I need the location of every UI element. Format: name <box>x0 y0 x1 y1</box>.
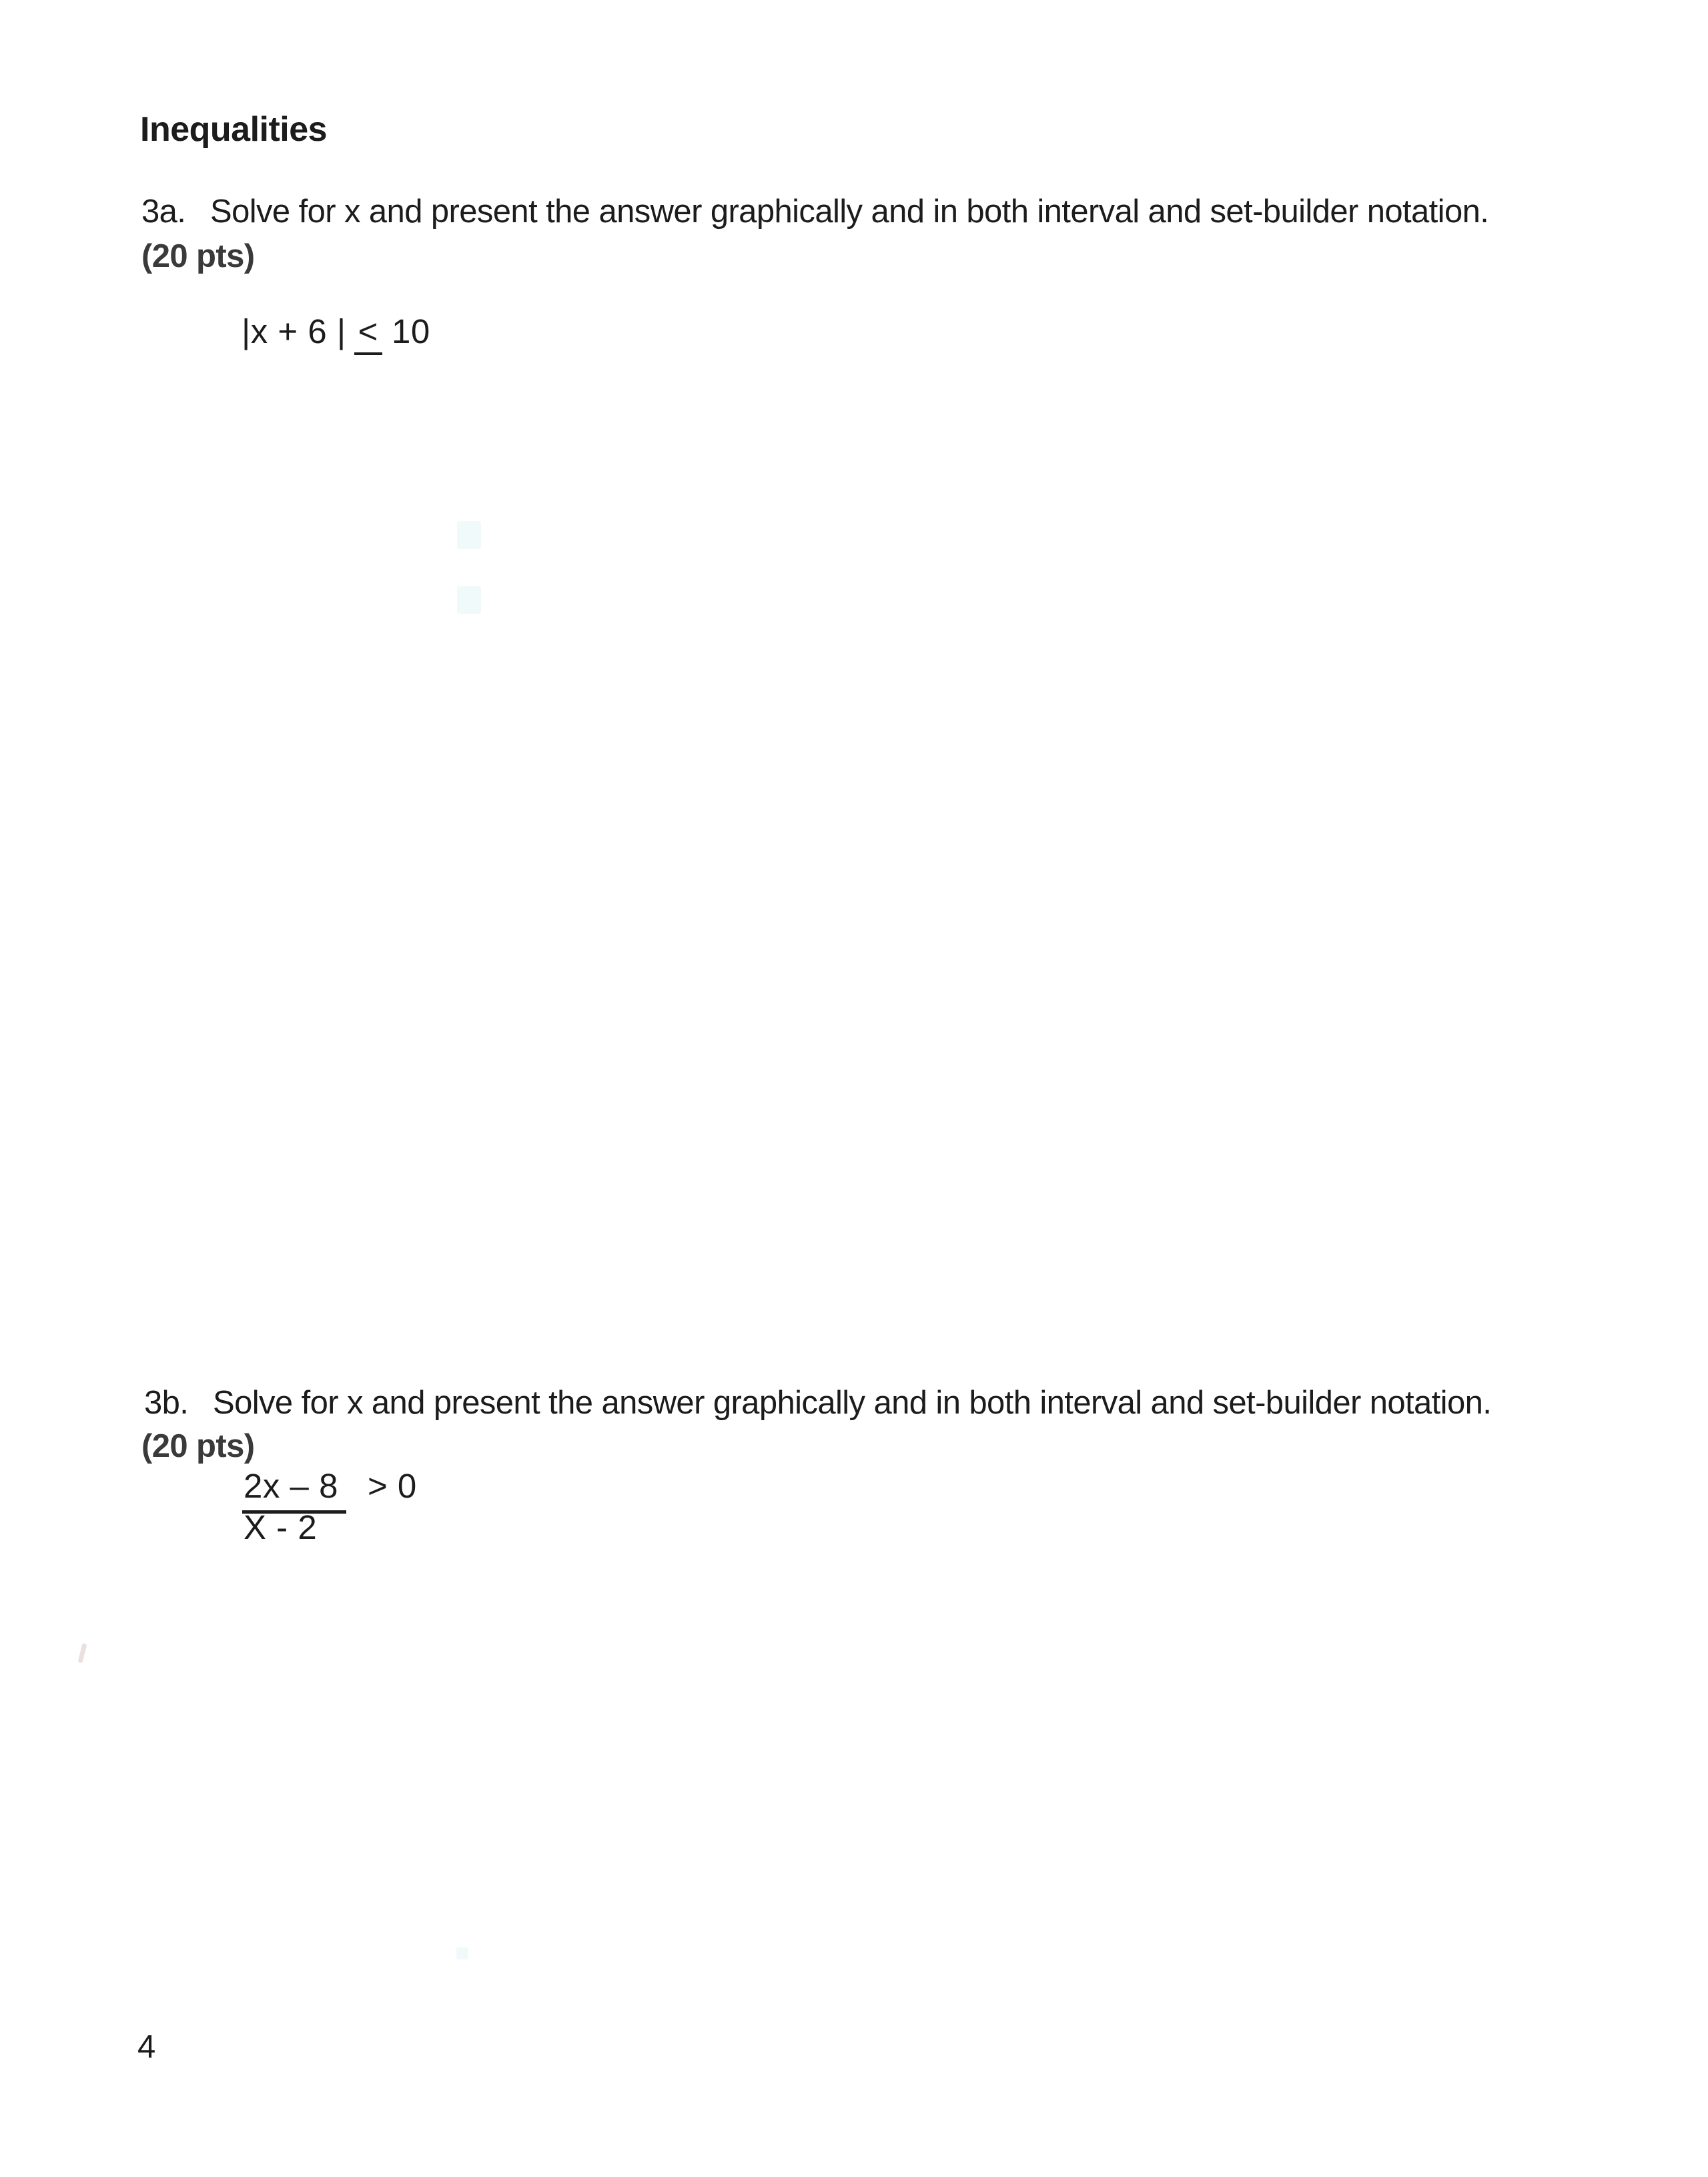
question-3b-points: (20 pts) <box>141 1428 255 1464</box>
fraction-numerator: 2x – 8 <box>242 1466 346 1514</box>
question-3b-line <box>144 1383 1491 1423</box>
question-3a-number: 3a. <box>141 194 186 230</box>
scan-artifact-smudge <box>456 1947 468 1959</box>
fraction-denominator: X - 2 <box>244 1508 318 1546</box>
scan-artifact-mark <box>77 1643 87 1664</box>
scan-artifact-smudge <box>457 521 481 549</box>
question-3b-number: 3b. <box>144 1385 189 1421</box>
question-3a-line <box>141 192 1488 232</box>
section-heading: Inequalities <box>140 110 328 149</box>
page-number: 4 <box>137 2029 155 2065</box>
absolute-value-expression: |x + 6 | <box>242 312 346 350</box>
equation-3a-rhs: 10 <box>391 312 430 350</box>
question-3a-prompt: Solve for x and present the answer graphically and in both interval and set-builder notation. <box>210 194 1489 230</box>
question-3a-points: (20 pts) <box>141 238 255 274</box>
less-than-or-equal-symbol: < <box>354 314 382 355</box>
equation-3a <box>242 311 430 355</box>
scan-artifact-smudge <box>457 586 481 614</box>
question-3b-prompt: Solve for x and present the answer graphically and in both interval and set-builder notation. <box>213 1385 1492 1421</box>
greater-than-zero-relation: > 0 <box>367 1467 417 1505</box>
